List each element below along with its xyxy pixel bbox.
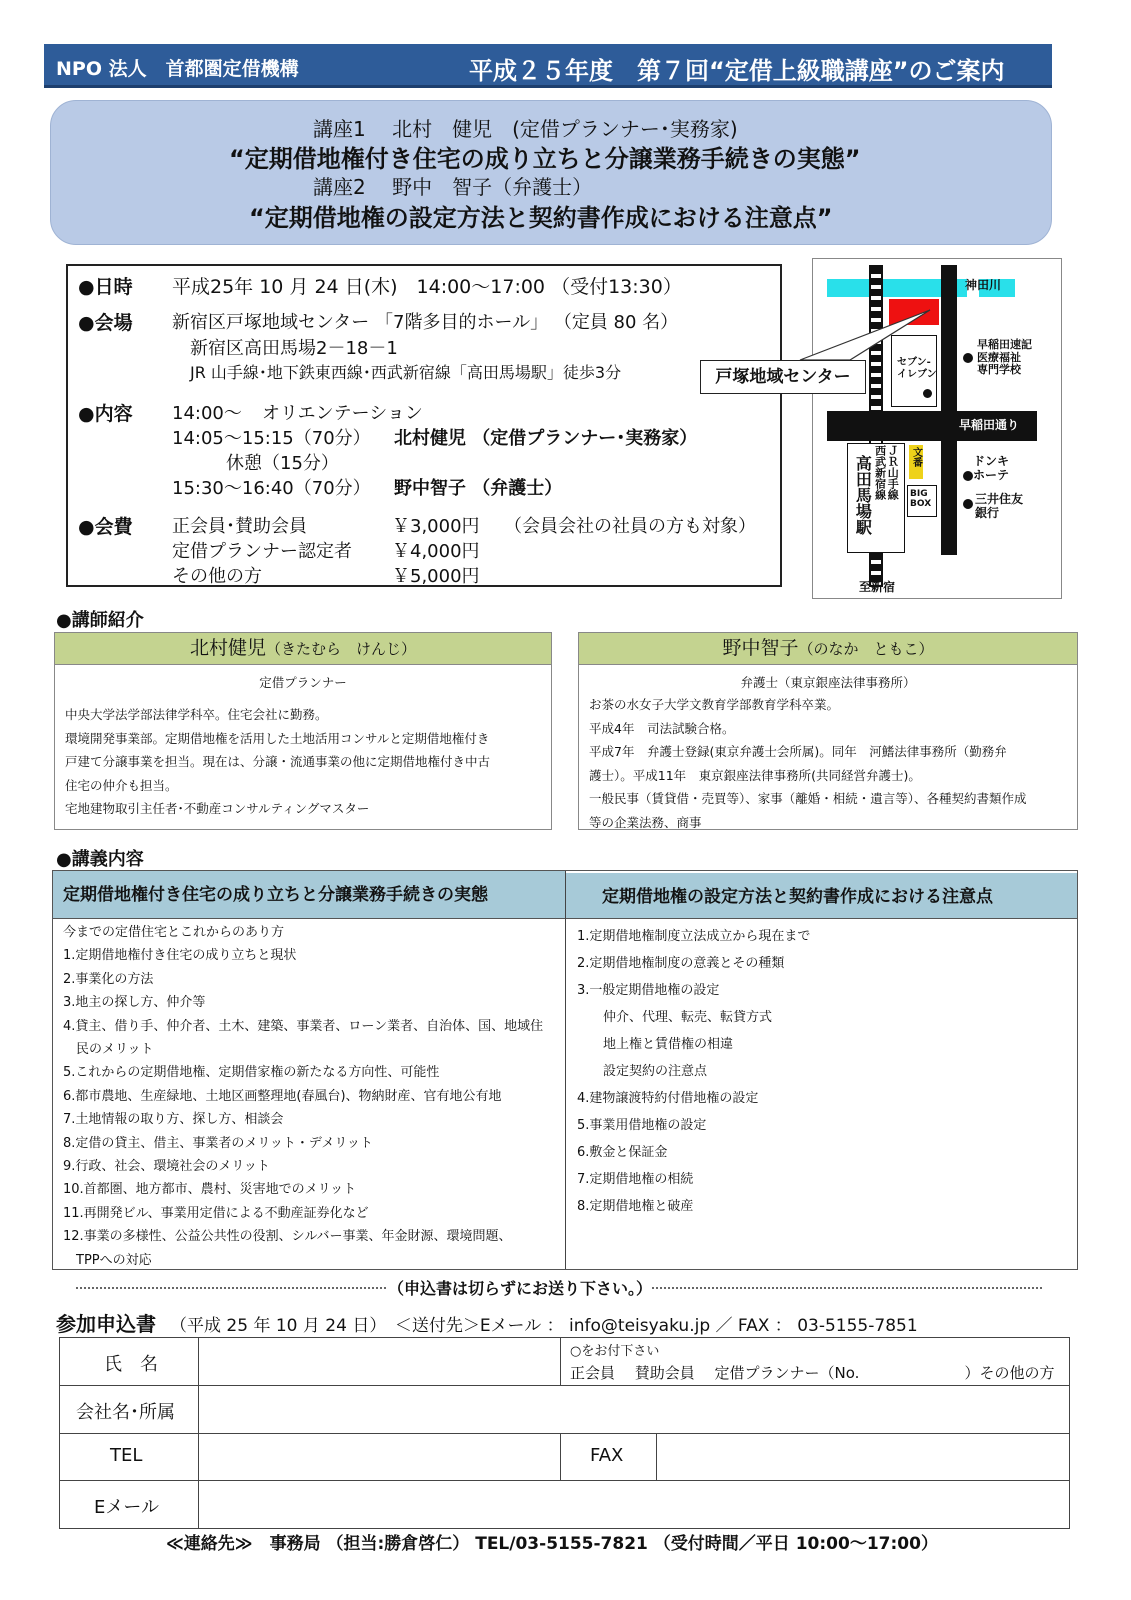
instructor-role: 弁護士（東京銀座法律事務所） [740, 675, 916, 690]
school-label: 早稲田速記 医療福祉 専門学校 [977, 338, 1032, 377]
schedule-item: 北村健児 （定借プランナー･実務家） [394, 428, 698, 449]
list-item: 4.建物譲渡特約付借地権の設定 [577, 1091, 759, 1106]
instructor-name-header [579, 633, 1077, 665]
road-vertical [941, 265, 957, 555]
bigbox-label: BIG BOX [910, 489, 932, 510]
list-item: 5.事業用借地権の設定 [577, 1118, 707, 1133]
email-field[interactable] [200, 1482, 1068, 1526]
contents-right-header: 定期借地権の設定方法と契約書作成における注意点 [566, 873, 1077, 919]
schedule-time: 15:30～16:40（70分） [172, 478, 371, 499]
form-divider [60, 1433, 1069, 1434]
list-item: 6.都市農地、生産緑地、土地区画整理地(春風台)、物納財産、官有地公有地 [63, 1088, 502, 1104]
schedule-time: 14:05～15:15（70分） [172, 428, 371, 449]
form-divider [60, 1385, 1069, 1386]
list-item: 8.定期借地権と破産 [577, 1199, 694, 1214]
fee-price: ￥4,000円 [392, 541, 480, 562]
instructor-name: 野中智子 [722, 637, 799, 659]
circle-note: ○をお付下さい [570, 1344, 660, 1359]
fee-note: （会員会社の社員の方も対象） [504, 516, 756, 537]
contents-table [52, 870, 1078, 1270]
seven-eleven-label: セブン- イレブン [897, 357, 937, 380]
application-form [59, 1337, 1070, 1529]
bio-line: 平成4年 司法試験合格。 [589, 720, 735, 736]
venue-name: 新宿区戸塚地域センター 「7階多目的ホール」 （定員 80 名） [172, 312, 679, 333]
bio-line: 一般民事（賃貸借・売買等）、家事（離婚・相続・遺言等）、各種契約書類作成 [589, 791, 1027, 806]
contents-heading: ●講義内容 [56, 849, 144, 870]
list-item: 1.定期借地権制度立法成立から現在まで [577, 929, 811, 944]
fee-type: その他の方 [172, 566, 262, 587]
content-label: ●内容 [78, 403, 133, 425]
contact-info: ≪連絡先≫ 事務局 （担当:勝倉啓仁） TEL/03-5155-7821 （受付時間／平日 10:00～17:00） [166, 1534, 938, 1554]
lecture2-speaker: 講座2 野中 智子（弁護士） [313, 175, 593, 199]
cut-line-left [76, 1287, 386, 1289]
school-dot [963, 353, 973, 363]
lecture1-speaker: 講座1 北村 健児 (定借プランナー･実務家) [313, 117, 738, 141]
email-label: Eメール [94, 1497, 160, 1518]
schedule-time: 14:00～ [172, 403, 242, 424]
lecture2-title: “定期借地権の設定方法と契約書作成における注意点” [249, 204, 833, 232]
bio-line: 戸建て分譲事業を担当。現在は、分譲・流通事業の他に定期借地権付き中古 [65, 754, 491, 769]
river-label: 神田川 [965, 278, 1002, 292]
header-bar [44, 44, 1052, 88]
list-item: 3.地主の探し方、仲介等 [63, 995, 206, 1011]
schedule-item: 野中智子 （弁護士） [394, 478, 563, 499]
instructor-card-kitamura [54, 632, 552, 830]
form-divider [656, 1433, 657, 1480]
bio-line: 等の企業法務、商事 [589, 814, 702, 830]
cut-line-note: （申込書は切らずにお送り下さい。） [388, 1279, 653, 1298]
list-item: 2.定期借地権制度の意義とその種類 [577, 956, 785, 971]
bio-line: 宅地建物取引主任者･不動産コンサルティングマスター [65, 801, 370, 816]
list-item: 8.定借の貸主、借主、事業者のメリット・デメリット [63, 1135, 373, 1151]
schedule-item: 休憩（15分） [226, 453, 339, 474]
list-item: TPPへの対応 [63, 1252, 152, 1268]
schedule-item: オリエンテーション [262, 403, 423, 424]
instructor-reading: （のなか ともこ） [798, 640, 934, 658]
list-item: 今までの定借住宅とこれからのあり方 [63, 925, 285, 940]
contents-left-header: 定期借地権付き住宅の成り立ちと分譲業務手続きの実態 [53, 871, 565, 919]
instructor-card-nonaka [578, 632, 1078, 830]
bio-line: 中央大学法学部法律学科卒。住宅会社に勤務。 [65, 707, 328, 722]
donki-dot [963, 471, 973, 481]
fax-label: FAX [590, 1445, 624, 1466]
list-item: 3.一般定期借地権の設定 [577, 983, 720, 998]
list-item: 民のメリット [63, 1042, 154, 1058]
list-item: 1.定期借地権付き住宅の成り立ちと現状 [63, 948, 297, 964]
instructor-bio [55, 703, 551, 821]
list-item: 仲介、代理、転売、転貸方式 [577, 1010, 773, 1025]
name-label: 氏 名 [104, 1354, 158, 1375]
tel-label: TEL [110, 1445, 143, 1466]
list-item: 10.首都圏、地方都市、農村、災害地でのメリット [63, 1182, 357, 1198]
bio-line: 平成7年 弁護士登録(東京弁護士会所属)。同年 河鰭法律事務所（勤務弁 [589, 744, 1007, 759]
bio-line: 住宅の仲介も担当。 [65, 777, 178, 793]
company-field[interactable] [200, 1387, 1068, 1431]
list-item: 設定契約の注意点 [577, 1064, 708, 1079]
instructor-role: 定借プランナー [259, 675, 347, 690]
org-name: NPO 法人 首都圏定借機構 [56, 58, 299, 80]
instructor-bio [579, 693, 1077, 834]
list-item: 9.行政、社会、環境社会のメリット [63, 1159, 270, 1175]
road-label: 早稲田通り [959, 418, 1020, 432]
venue-label: ●会場 [78, 312, 133, 334]
contents-left-list [63, 921, 543, 1272]
list-item: 2.事業化の方法 [63, 971, 154, 987]
list-item: 7.土地情報の取り方、探し方、相談会 [63, 1112, 284, 1128]
page-title: 平成２５年度 第７回“定借上級職講座”のご案内 [469, 57, 1005, 85]
shinjuku-label: 至新宿 [859, 580, 896, 594]
bio-line: 環境開発事業部。定期借地権を活用した土地活用コンサルと定期借地権付き [65, 730, 490, 746]
lecture1-title: “定期借地権付き住宅の成り立ちと分譲業務手続きの実態” [229, 145, 861, 173]
date-label: ●日時 [78, 276, 133, 298]
list-item: 6.敷金と保証金 [577, 1145, 668, 1160]
cut-line-right [652, 1287, 1042, 1289]
fee-price: ￥5,000円 [392, 566, 480, 587]
list-item: 11.再開発ビル、事業用定借による不動産証券化など [63, 1205, 369, 1221]
bio-line: お茶の水女子大学文教育学部教育学科卒業。 [589, 697, 840, 712]
fee-label: ●会費 [78, 516, 133, 538]
company-label: 会社名･所属 [76, 1402, 175, 1423]
fee-type: 定借プランナー認定者 [172, 541, 352, 562]
fee-price: ￥3,000円 [392, 516, 480, 537]
bio-line: 護士）。平成11年 東京銀座法律事務所(共同経営弁護士)。 [589, 767, 921, 783]
form-divider [560, 1433, 561, 1480]
event-details-box [66, 264, 782, 587]
instructor-name: 北村健児 [189, 637, 266, 659]
column-divider [565, 871, 566, 1269]
application-title: 参加申込書 [56, 1312, 156, 1336]
instructors-heading: ●講師紹介 [56, 610, 144, 631]
line-label: ＪＲ山手線 西武新宿線 [873, 445, 900, 500]
bunkyo-label: 文番 [910, 447, 922, 467]
date-value: 平成25年 10 月 24 日(木) 14:00～17:00 （受付13:30） [172, 276, 682, 298]
instructor-name-header [55, 633, 551, 665]
list-item: 4.貸主、借り手、仲介者、土木、建築、事業者、ローン業者、自治体、国、地域住 [63, 1018, 544, 1034]
venue-callout: 戸塚地域センター [700, 360, 866, 394]
fee-type: 正会員･賛助会員 [172, 516, 307, 537]
application-subtitle: （平成 25 年 10 月 24 日） ＜送付先＞Eメール ： info@teisyaku.jp ／ FAX ： 03-5155-7851 [170, 1316, 918, 1336]
instructor-reading: （きたむら けんじ） [266, 640, 417, 658]
donki-label: ドンキ ホーテ [973, 454, 1010, 482]
mitsui-label: 三井住友 銀行 [975, 492, 1024, 520]
venue-access: JR 山手線･地下鉄東西線･西武新宿線「高田馬場駅」徒歩3分 [190, 363, 622, 382]
list-item: 地上権と賃借権の相違 [577, 1037, 734, 1052]
form-divider [60, 1480, 1069, 1481]
station-label: 高田馬場駅 [853, 455, 873, 535]
name-field[interactable] [200, 1339, 558, 1383]
member-type-options[interactable]: 正会員 賛助会員 定借プランナー（No. ）その他の方 [570, 1364, 1055, 1382]
fax-field[interactable] [658, 1435, 1068, 1479]
list-item: 7.定期借地権の相続 [577, 1172, 694, 1187]
contents-right-list [577, 923, 810, 1220]
list-item: 5.これからの定期借地権、定期借家権の新たなる方向性、可能性 [63, 1065, 440, 1081]
form-divider [560, 1338, 561, 1385]
list-item: 12.事業の多様性、公益公共性の役割、シルバー事業、年金財源、環境問題、 [63, 1229, 512, 1245]
mitsui-dot [963, 499, 973, 509]
tel-field[interactable] [200, 1435, 558, 1479]
lecture-titles-box [50, 100, 1052, 245]
venue-address: 新宿区高田馬場2－18－1 [190, 338, 398, 359]
